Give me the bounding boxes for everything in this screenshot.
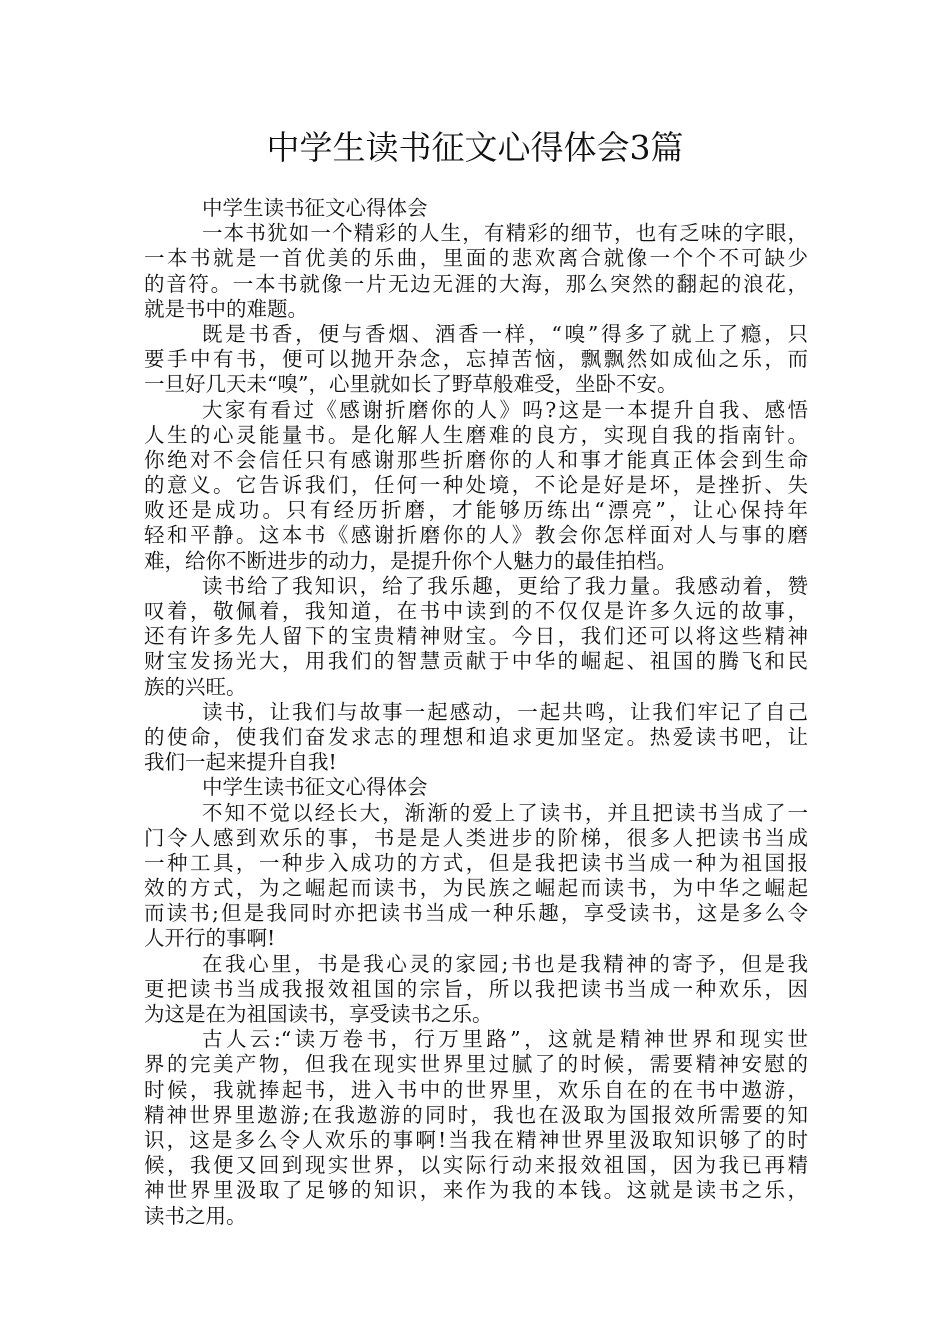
text-line: 就是书中的难题。 bbox=[144, 296, 308, 321]
text-line: 的使命，使我们奋发求志的理想和追求更加坚定。热爱读书吧，让 bbox=[144, 724, 808, 749]
text-line: 读书之用。 bbox=[144, 1203, 247, 1228]
text-line: 时候，我就捧起书，进入书中的世界里，欢乐自在的在书中遨游， bbox=[144, 1077, 808, 1102]
text-line: 精神世界里遨游;在我遨游的同时，我也在汲取为国报效所需要的知 bbox=[144, 1102, 808, 1127]
text-line: 识，这是多么令人欢乐的事啊!当我在精神世界里汲取知识够了的时 bbox=[144, 1127, 808, 1152]
text-line: 界的完美产物，但我在现实世界里过腻了的时候，需要精神安慰的 bbox=[144, 1052, 808, 1077]
text-line: 叹着，敬佩着，我知道，在书中读到的不仅仅是许多久远的故事， bbox=[144, 599, 808, 623]
text-line: 一种工具，一种步入成功的方式，但是我把读书当成一种为祖国报 bbox=[144, 850, 808, 875]
text-line: 财宝发扬光大，用我们的智慧贡献于中华的崛起、祖国的腾飞和民 bbox=[144, 649, 808, 674]
text-line: 轻和平静。这本书《感谢折磨你的人》教会你怎样面对人与事的磨 bbox=[144, 523, 808, 548]
text-line: 中学生读书征文心得体会 bbox=[202, 775, 428, 800]
text-line: 的音符。一本书就像一片无边无涯的大海，那么突然的翻起的浪花， bbox=[144, 271, 808, 296]
text-line: 还有许多先人留下的宝贵精神财宝。今日，我们还可以将这些精神 bbox=[144, 624, 808, 649]
text-line: 读书给了我知识，给了我乐趣，更给了我力量。我感动着，赞 bbox=[202, 573, 808, 598]
text-line: 族的兴旺。 bbox=[144, 674, 247, 699]
text-line: 候，我便又回到现实世界，以实际行动来报效祖国，因为我已再精 bbox=[144, 1153, 808, 1178]
text-line: 而读书;但是我同时亦把读书当成一种乐趣，享受读书，这是多么令 bbox=[144, 901, 808, 926]
text-line: 一本书犹如一个精彩的人生，有精彩的细节，也有乏味的字眼， bbox=[202, 221, 808, 246]
text-line: 败还是成功。只有经历折磨，才能够历练出“漂亮”，让心保持年 bbox=[144, 498, 808, 523]
text-line: 更把读书当成我报效祖国的宗旨，所以我把读书当成一种欢乐，因 bbox=[144, 976, 808, 1001]
text-line: 要手中有书，便可以抛开杂念，忘掉苦恼，飘飘然如成仙之乐，而 bbox=[144, 347, 808, 372]
text-line: 大家有看过《感谢折磨你的人》吗?这是一本提升自我、感悟 bbox=[202, 397, 808, 422]
text-line: 既是书香，便与香烟、酒香一样，“嗅”得多了就上了瘾，只 bbox=[202, 321, 808, 346]
text-line: 效的方式，为之崛起而读书，为民族之崛起而读书，为中华之崛起 bbox=[144, 876, 808, 901]
document-title: 中学生读书征文心得体会3篇 bbox=[266, 128, 684, 167]
text-line: 古人云:“读万卷书，行万里路”，这就是精神世界和现实世 bbox=[202, 1027, 808, 1052]
text-line: 的意义。它告诉我们，任何一种处境，不论是好是坏，是挫折、失 bbox=[144, 473, 808, 498]
text-line: 你绝对不会信任只有感谢那些折磨你的人和事才能真正体会到生命 bbox=[144, 447, 808, 472]
text-line: 不知不觉以经长大，渐渐的爱上了读书，并且把读书当成了一 bbox=[202, 800, 808, 825]
text-line: 中学生读书征文心得体会 bbox=[202, 196, 428, 220]
text-line: 神世界里汲取了足够的知识，来作为我的本钱。这就是读书之乐， bbox=[144, 1178, 808, 1203]
text-line: 为这是在为祖国读书，享受读书之乐。 bbox=[144, 1002, 493, 1026]
text-line: 人生的心灵能量书。是化解人生磨难的良方，实现自我的指南针。 bbox=[144, 422, 808, 447]
text-line: 我们一起来提升自我! bbox=[144, 750, 337, 775]
document-body bbox=[144, 196, 808, 1229]
text-line: 人开行的事啊! bbox=[144, 926, 276, 951]
text-line: 读书，让我们与故事一起感动，一起共鸣，让我们牢记了自己 bbox=[202, 699, 808, 724]
text-line: 一本书就是一首优美的乐曲，里面的悲欢离合就像一个个不可缺少 bbox=[144, 246, 808, 271]
text-line: 在我心里，书是我心灵的家园;书也是我精神的寄予，但是我 bbox=[202, 951, 808, 976]
text-line: 门令人感到欢乐的事，书是是人类进步的阶梯，很多人把读书当成 bbox=[144, 825, 808, 850]
text-line: 难，给你不断进步的动力，是提升你个人魅力的最佳拍档。 bbox=[144, 548, 677, 573]
text-line: 一旦好几天未“嗅”，心里就如长了野草般难受，坐卧不安。 bbox=[144, 372, 678, 397]
